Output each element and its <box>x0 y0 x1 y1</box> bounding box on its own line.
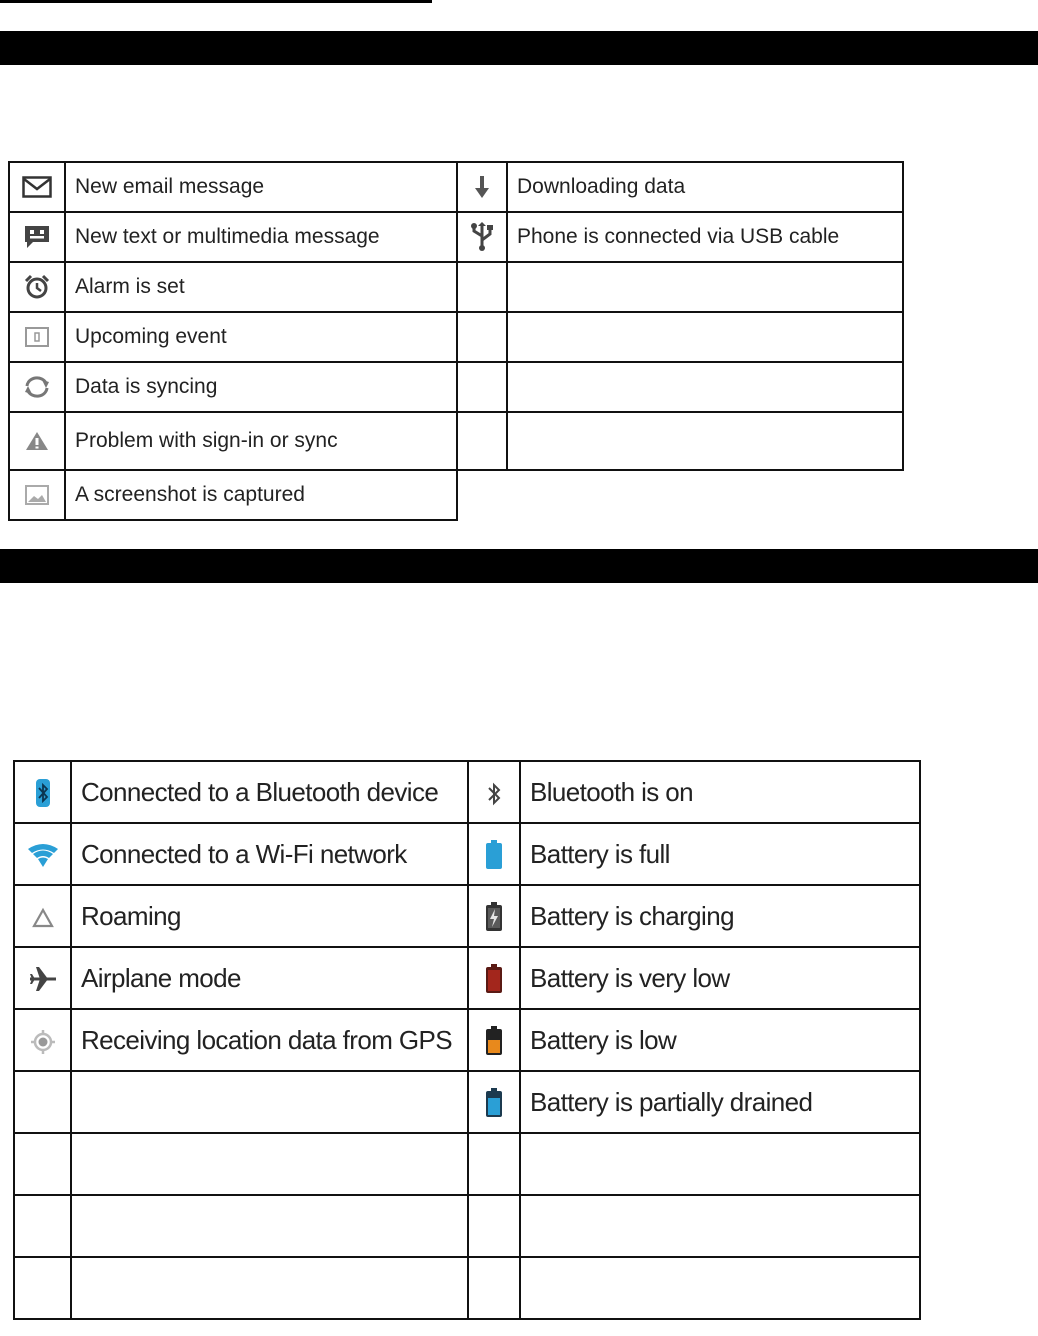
empty-cell <box>457 362 507 412</box>
top-rule <box>0 0 432 3</box>
bluetooth-connected-icon <box>35 778 51 808</box>
icon-cell <box>14 947 71 1009</box>
list-item: Phone is connected via USB cable <box>507 212 903 262</box>
calendar-icon <box>24 326 50 348</box>
table-row <box>9 212 903 262</box>
list-item: Battery is full <box>520 823 920 885</box>
battery-partial-icon <box>485 1088 503 1118</box>
icon-cell <box>468 1009 520 1071</box>
screenshot-icon <box>24 484 50 506</box>
icon-cell <box>14 885 71 947</box>
bluetooth-icon <box>486 780 502 808</box>
table-row <box>9 412 903 470</box>
list-item: Battery is charging <box>520 885 920 947</box>
icon-cell <box>14 823 71 885</box>
list-item: Bluetooth is on <box>520 761 920 823</box>
icon-cell <box>9 312 65 362</box>
icon-cell <box>468 761 520 823</box>
notification-icons-table <box>8 161 904 521</box>
empty-cell <box>14 1071 71 1133</box>
list-item: Battery is very low <box>520 947 920 1009</box>
list-item: Connected to a Bluetooth device <box>71 761 468 823</box>
table-row <box>9 162 903 212</box>
gps-icon <box>30 1029 56 1055</box>
icon-cell <box>14 761 71 823</box>
list-item: Problem with sign-in or sync <box>65 412 457 470</box>
empty-cell <box>457 262 507 312</box>
empty-cell <box>457 312 507 362</box>
list-item: New email message <box>65 162 457 212</box>
table-row <box>14 1133 920 1195</box>
empty-cell <box>468 1195 520 1257</box>
table-row <box>9 262 903 312</box>
empty-cell <box>507 262 903 312</box>
icon-cell <box>468 947 520 1009</box>
icon-cell <box>457 162 507 212</box>
list-item: Battery is low <box>520 1009 920 1071</box>
empty-cell <box>71 1071 468 1133</box>
icon-cell <box>14 1009 71 1071</box>
icon-cell <box>457 212 507 262</box>
empty-cell <box>71 1195 468 1257</box>
table-row <box>14 1009 920 1071</box>
text-message-icon <box>23 224 51 250</box>
empty-cell <box>507 412 903 470</box>
table-row <box>14 1257 920 1319</box>
empty-cell <box>71 1257 468 1319</box>
list-item: Connected to a Wi-Fi network <box>71 823 468 885</box>
table-row <box>9 312 903 362</box>
download-icon <box>473 174 491 200</box>
usb-icon <box>469 222 495 252</box>
empty-cell <box>507 362 903 412</box>
empty-cell <box>507 312 903 362</box>
list-item: New text or multimedia message <box>65 212 457 262</box>
table-row <box>14 1071 920 1133</box>
empty-cell <box>14 1133 71 1195</box>
warning-icon <box>24 430 50 452</box>
icon-cell <box>468 1071 520 1133</box>
table-row <box>14 823 920 885</box>
battery-charging-icon <box>485 902 503 932</box>
icon-cell <box>468 823 520 885</box>
empty-cell <box>468 1257 520 1319</box>
list-item: Battery is partially drained <box>520 1071 920 1133</box>
table-row <box>14 761 920 823</box>
email-icon <box>22 176 52 198</box>
list-item: Upcoming event <box>65 312 457 362</box>
list-item: Downloading data <box>507 162 903 212</box>
icon-cell <box>9 262 65 312</box>
alarm-icon <box>24 274 50 300</box>
section-header-bar-status <box>0 549 1038 583</box>
list-item: Airplane mode <box>71 947 468 1009</box>
blank-area <box>507 470 903 520</box>
empty-cell <box>14 1195 71 1257</box>
empty-cell <box>457 412 507 470</box>
icon-cell <box>9 162 65 212</box>
table-row <box>9 362 903 412</box>
empty-cell <box>520 1257 920 1319</box>
table-row <box>14 885 920 947</box>
empty-cell <box>71 1133 468 1195</box>
battery-low-icon <box>485 1026 503 1056</box>
list-item: Receiving location data from GPS <box>71 1009 468 1071</box>
empty-cell <box>520 1133 920 1195</box>
status-icons-table <box>13 760 921 1320</box>
icon-cell <box>9 212 65 262</box>
icon-cell <box>9 412 65 470</box>
icon-cell <box>468 885 520 947</box>
sync-icon <box>22 375 52 399</box>
empty-cell <box>468 1133 520 1195</box>
airplane-icon <box>28 964 58 994</box>
list-item: Data is syncing <box>65 362 457 412</box>
list-item: A screenshot is captured <box>65 470 457 520</box>
battery-full-icon <box>485 840 503 870</box>
wifi-icon <box>27 843 59 869</box>
empty-cell <box>520 1195 920 1257</box>
icon-cell <box>9 470 65 520</box>
list-item: Roaming <box>71 885 468 947</box>
battery-very-low-icon <box>485 964 503 994</box>
empty-cell <box>14 1257 71 1319</box>
section-header-bar-notifications <box>0 31 1038 65</box>
table-row <box>14 947 920 1009</box>
roaming-icon <box>32 907 54 929</box>
table-row <box>9 470 903 520</box>
icon-cell <box>9 362 65 412</box>
table-row <box>14 1195 920 1257</box>
blank-area <box>457 470 507 520</box>
list-item: Alarm is set <box>65 262 457 312</box>
